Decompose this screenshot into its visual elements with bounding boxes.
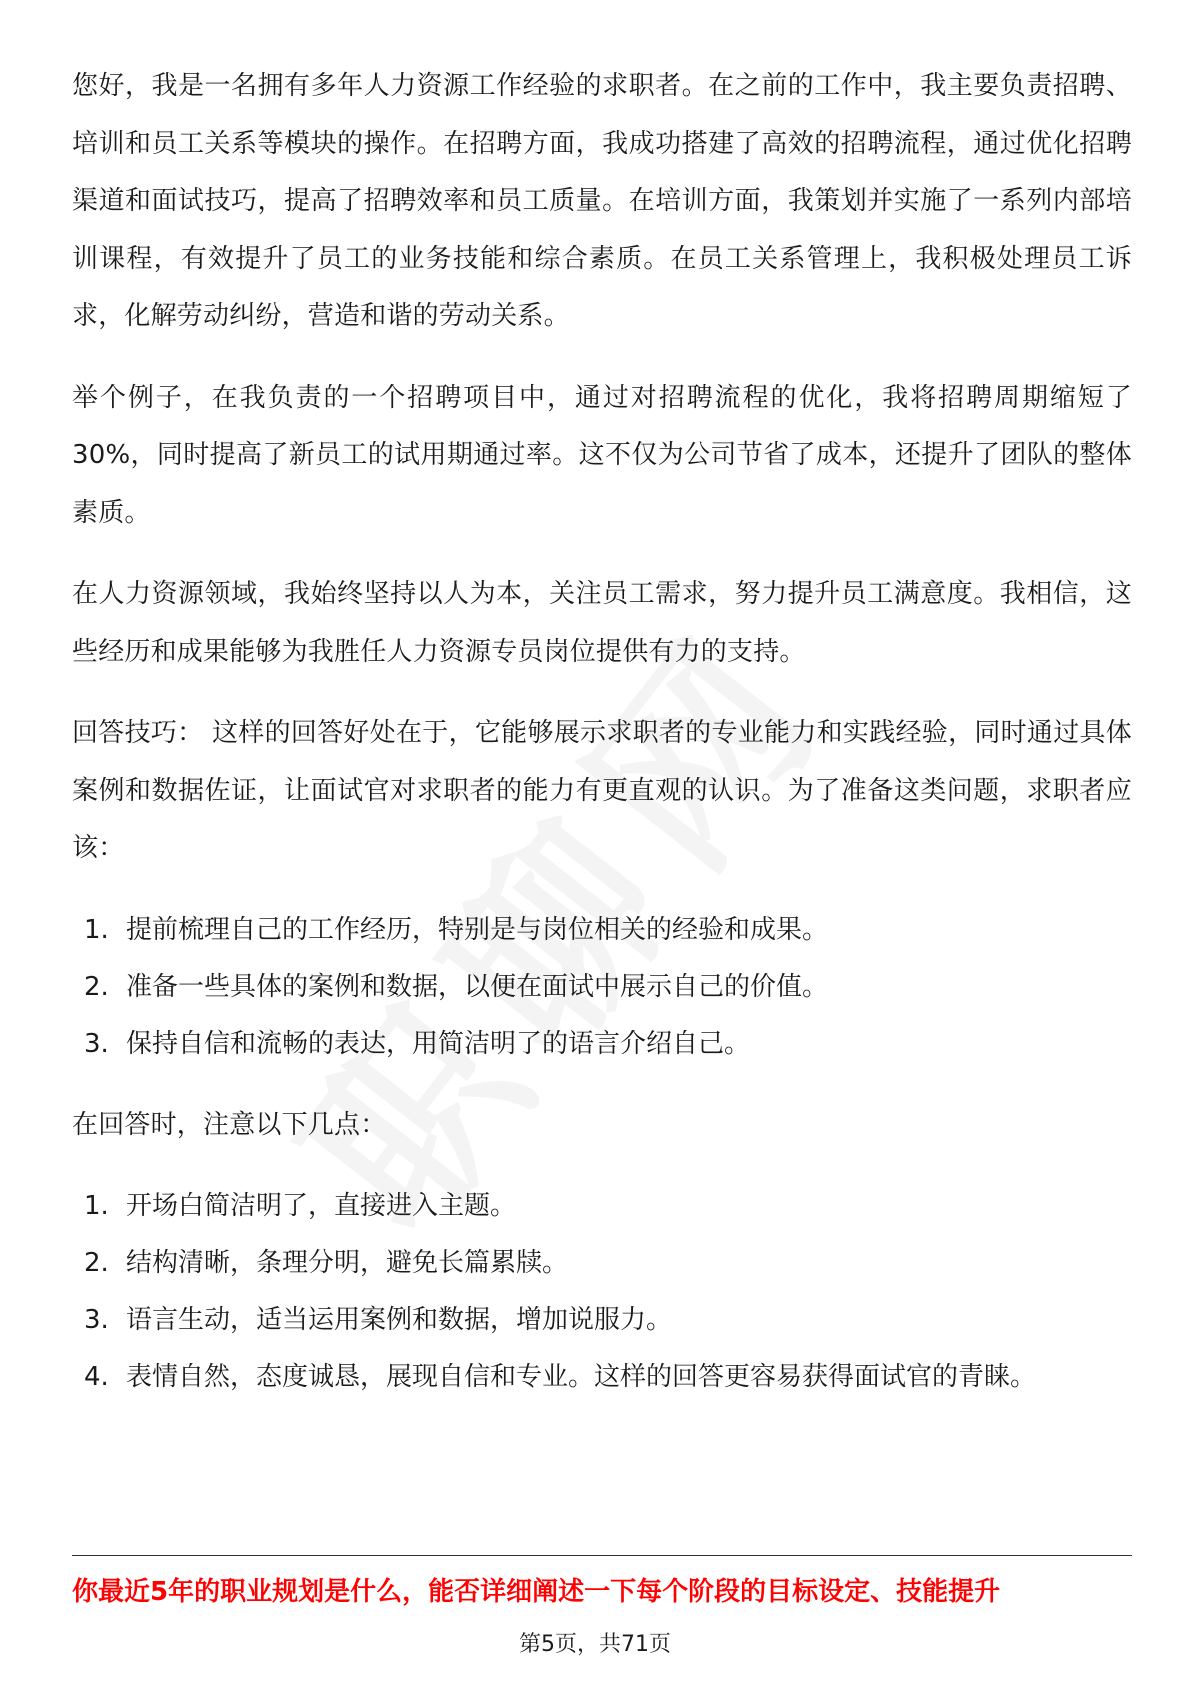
answer-paragraph-2: 举个例子，在我负责的一个招聘项目中，通过对招聘流程的优化，我将招聘周期缩短了30%，同时提高了新员工的试用期通过率。这不仅为公司节省了成本，还提升了团队的整体素质。 xyxy=(72,382,1132,528)
list-item: 1. 提前梳理自己的工作经历，特别是与岗位相关的经验和成果。 xyxy=(84,914,829,945)
preparation-list xyxy=(72,902,1132,1073)
list-item: 3. 保持自信和流畅的表达，用简洁明了的语言介绍自己。 xyxy=(84,1028,751,1059)
list-item: 2. 准备一些具体的案例和数据，以便在面试中展示自己的价值。 xyxy=(84,971,829,1002)
next-question-heading: 你最近5年的职业规划是什么，能否详细阐述一下每个阶段的目标设定、技能提升 xyxy=(72,1577,1001,1607)
page-number: 第5页，共71页 xyxy=(519,1632,671,1657)
list-item: 2. 结构清晰，条理分明，避免长篇累牍。 xyxy=(84,1248,569,1278)
main-content xyxy=(72,58,1132,1406)
answer-paragraph-1: 您好，我是一名拥有多年人力资源工作经验的求职者。在之前的工作中，我主要负责招聘、培训和员工关系等模块的操作。在招聘方面，我成功搭建了高效的招聘流程，通过优化招聘渠道和面试技巧，提高了招聘效率和员工质量。在培训方面，我策划并实施了一系列内部培训课程，有效提升了员工的业务技能和综合素质。在员工关系管理上，我积极处理员工诉求，化解劳动纠纷，营造和谐的劳动关系。 xyxy=(72,71,1132,331)
list-item: 3. 语言生动，适当运用案例和数据，增加说服力。 xyxy=(84,1305,673,1335)
answer-paragraph-3: 在人力资源领域，我始终坚持以人为本，关注员工需求，努力提升员工满意度。我相信，这些经历和成果能够为我胜任人力资源专员岗位提供有力的支持。 xyxy=(72,579,1132,667)
tips-paragraph: 回答技巧： 这样的回答好处在于，它能够展示求职者的专业能力和实践经验，同时通过具体案例和数据佐证，让面试官对求职者的能力有更直观的认识。为了准备这类问题，求职者应该： xyxy=(72,718,1132,863)
notes-list xyxy=(72,1178,1132,1406)
list-item: 1. 开场白简洁明了，直接进入主题。 xyxy=(84,1191,517,1221)
notes-intro: 在回答时，注意以下几点： xyxy=(72,1109,387,1140)
list-item: 4. 表情自然，态度诚恳，展现自信和专业。这样的回答更容易获得面试官的青睐。 xyxy=(84,1362,1037,1392)
section-divider xyxy=(72,1555,1132,1556)
